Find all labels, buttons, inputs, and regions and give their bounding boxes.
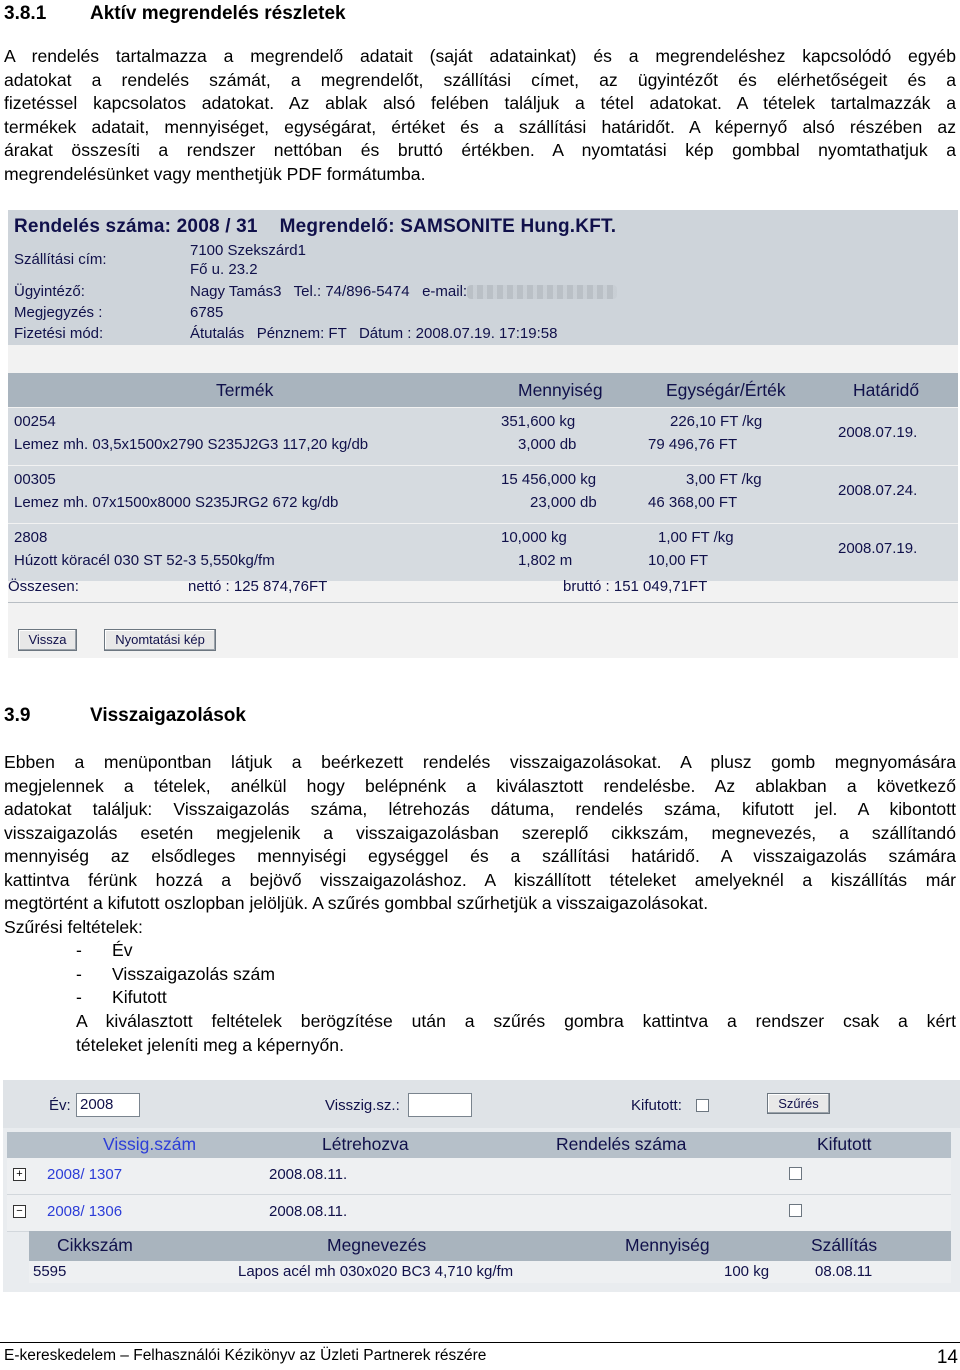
item-qty1: 15 456,000 kg: [501, 471, 597, 488]
net-total: nettó : 125 874,76FT: [188, 578, 328, 595]
item-price: 1,00 FT /kg: [658, 529, 734, 546]
redacted-email: [467, 285, 617, 299]
shipping-address-line2: Fő u. 23.2: [190, 261, 258, 278]
created-date: 2008.08.11.: [269, 1203, 348, 1220]
item-qty1: 351,600 kg: [501, 413, 576, 430]
order-header-panel: [8, 210, 958, 345]
item-value: 46 368,00 FT: [648, 494, 738, 511]
text-line: tételeket jeleníti meg a képernyőn.: [76, 1034, 344, 1055]
text-line: megjelennek a tételek, anélkül hogy belépnénk a kiválasztott rendelésbe. Az ablakban a következő: [4, 775, 956, 796]
text-line: fizetéssel kapcsolatos adatokat. Az ablak alsó felében találjuk a tétel adatokat. A tételek tartalmazzák a: [4, 93, 956, 113]
table-row: [7, 1195, 951, 1232]
kifutott-label: Kifutott:: [631, 1097, 682, 1114]
kifutott-flag-checkbox[interactable]: [789, 1204, 802, 1217]
note-value: 6785: [190, 304, 224, 321]
section-title: Aktív megrendelés részletek: [90, 3, 346, 24]
col-header-created: Létrehozva: [322, 1134, 409, 1154]
section-title: Visszaigazolások: [90, 705, 246, 726]
item-qty2: 1,802 m: [518, 552, 573, 569]
shipping-address-line1: 7100 Szekszárd1: [190, 242, 306, 259]
item-deadline: 2008.07.24.: [838, 482, 918, 499]
year-input[interactable]: 2008: [76, 1093, 140, 1117]
col-header-confirmation-number[interactable]: Vissig.szám: [103, 1134, 197, 1154]
item-deadline: 2008.07.19.: [838, 540, 918, 557]
print-preview-button[interactable]: Nyomtatási kép: [104, 629, 216, 651]
payment-value: Átutalás Pénznem: FT Dátum : 2008.07.19. 17:19:58: [190, 325, 558, 342]
order-title: Rendelés száma: 2008 / 31 Megrendelő: SAMSONITE Hung.KFT.: [14, 216, 617, 237]
list-bullet: -: [76, 940, 82, 960]
items-header-row: [8, 373, 958, 407]
kifutott-checkbox[interactable]: [696, 1099, 709, 1112]
expand-icon[interactable]: +: [13, 1168, 26, 1181]
filter-button[interactable]: Szűrés: [767, 1093, 830, 1114]
col-header-kifutott: Kifutott: [817, 1134, 872, 1154]
text-line: visszaigazolás esetén megjelenik a visszaigazolásban szereplő cikkszám, megnevezés, a szállítandó: [4, 822, 956, 843]
filters-title: Szűrési feltételek:: [4, 916, 143, 937]
item-value: 79 496,76 FT: [648, 436, 738, 453]
sub-item-name: Lapos acél mh 030x020 BC3 4,710 kg/fm: [238, 1263, 514, 1280]
filter-item-label: Visszaigazolás szám: [112, 963, 275, 984]
text-line: árakat összesíti a rendszer nettóban és bruttó értékben. A nyomtatási kép gombbal nyomtathatjuk a: [4, 140, 956, 160]
kifutott-flag-checkbox[interactable]: [789, 1167, 802, 1180]
item-name: Húzott köracél 030 ST 52-3 5,550kg/fm: [14, 552, 275, 569]
item-code: 2808: [14, 529, 48, 546]
filter-item-label: Év: [112, 940, 133, 960]
text-line: termékek adatait, mennyiséget, egységárat, értéket és a szállítási határidőt. A képernyő alsó részében az: [4, 116, 956, 137]
col-header-item-code: Cikkszám: [57, 1235, 133, 1255]
col-header-quantity: Mennyiség: [518, 380, 603, 400]
intro-paragraph: [4, 45, 956, 186]
filter-list-item: [76, 939, 275, 963]
confirmations-paragraph: [4, 751, 956, 939]
item-qty2: 3,000 db: [518, 436, 577, 453]
confirmation-number-input[interactable]: [408, 1093, 472, 1117]
filter-list: [76, 939, 275, 1010]
footer-divider: [0, 1342, 960, 1343]
item-qty2: 23,000 db: [530, 494, 597, 511]
text-line: megrendelésünket vagy menthetjük PDF formátumba.: [4, 163, 426, 184]
item-name: Lemez mh. 07x1500x8000 S235JRG2 672 kg/db: [14, 494, 339, 511]
text-line: megtörtént a kifutott oszlopban jelöljük. A szűrés gombbal szűrhetjük a visszaigazolásokat.: [4, 893, 709, 913]
filter-list-item: [76, 963, 275, 987]
gross-total: bruttó : 151 049,71FT: [563, 578, 708, 595]
sub-item-code: 5595: [33, 1263, 67, 1280]
sub-item-shipping: 08.08.11: [815, 1263, 873, 1280]
text-line: mennyiség az elsődleges mennyiségi egységgel és a szállítási határidő. A visszaigazolás számára: [4, 846, 956, 866]
section-heading: [4, 705, 246, 727]
text-line: adatokat a rendelés számát, a megrendelőt, szállítási címet, az ügyintézőt és elérhetőségeit és a: [4, 69, 956, 90]
section-number: 3.9: [4, 705, 31, 726]
divider: [8, 602, 958, 603]
shipping-address-label: Szállítási cím:: [14, 251, 107, 268]
col-header-shipping: Szállítás: [811, 1235, 878, 1255]
item-price: 3,00 FT /kg: [686, 471, 762, 488]
section-number: 3.8.1: [4, 3, 47, 24]
list-bullet: -: [76, 987, 82, 1007]
item-row: [8, 524, 958, 582]
note-label: Megjegyzés :: [14, 304, 103, 321]
closing-paragraph: [76, 1010, 956, 1057]
col-header-item-name: Megnevezés: [327, 1235, 427, 1255]
sub-item-quantity: 100 kg: [724, 1263, 770, 1280]
payment-label: Fizetési mód:: [14, 325, 104, 342]
text-line: A rendelés tartalmazza a megrendelő adatait (saját adatainkat) és a megrendeléshez kapcsolódó egyéb: [4, 46, 956, 66]
item-qty1: 10,000 kg: [501, 529, 567, 546]
col-header-deadline: Határidő: [853, 380, 920, 400]
totals-label: Összesen:: [8, 578, 79, 595]
text-line: kattintva férünk hozzá a bejövő visszaigazoláshoz. A kiszállított tételeket amelyeknél a kiszállítás már: [4, 869, 956, 890]
confirmation-number-label: Visszig.sz.:: [325, 1097, 400, 1114]
item-row: [29, 1261, 951, 1283]
footer-text: E-kereskedelem – Felhasználói Kézikönyv az Üzleti Partnerek részére: [4, 1347, 487, 1364]
item-code: 00305: [14, 471, 56, 488]
agent-label: Ügyintéző:: [14, 283, 85, 300]
item-price: 226,10 FT /kg: [670, 413, 763, 430]
created-date: 2008.08.11.: [269, 1166, 348, 1183]
item-row: [8, 408, 958, 466]
list-bullet: -: [76, 963, 82, 984]
confirmations-header-row: [7, 1132, 951, 1158]
filter-item-label: Kifutott: [112, 987, 167, 1007]
year-label: Év:: [49, 1097, 71, 1114]
confirmation-number-link[interactable]: 2008/ 1306: [47, 1203, 123, 1220]
collapse-icon[interactable]: −: [13, 1205, 26, 1218]
agent-value-row: [190, 283, 617, 300]
filter-bar: [3, 1080, 960, 1128]
page-number: 14: [936, 1347, 958, 1368]
item-name: Lemez mh. 03,5x1500x2790 S235J2G3 117,20 kg/db: [14, 436, 369, 453]
order-details-screenshot: [8, 210, 958, 658]
text-line: Ebben a menüpontban látjuk a beérkezett rendelés visszaigazolásokat. A plusz gomb megnyomására: [4, 752, 956, 772]
items-subheader-row: [29, 1231, 951, 1261]
filter-list-item: [76, 986, 275, 1010]
item-value: 10,00 FT: [648, 552, 709, 569]
agent-value: Nagy Tamás3 Tel.: 74/896-5474 e-mail:: [190, 283, 468, 300]
text-line: A kiválasztott feltételek berögzítése után a szűrés gombra kattintva a rendszer csak a kért: [76, 1011, 956, 1031]
col-header-order-number: Rendelés száma: [556, 1134, 687, 1154]
text-line: adatokat találjuk: Visszaigazolás száma, létrehozás dátuma, rendelés száma, kifutott jel. A kibontott: [4, 799, 956, 819]
totals-row: [8, 578, 958, 598]
col-header-unit-price: Egységár/Érték: [666, 380, 786, 400]
section-heading: [4, 3, 346, 25]
item-row: [8, 466, 958, 524]
item-deadline: 2008.07.19.: [838, 424, 918, 441]
confirmation-number-link[interactable]: 2008/ 1307: [47, 1166, 123, 1183]
table-row: [7, 1158, 951, 1195]
col-header-product: Termék: [216, 380, 274, 400]
item-code: 00254: [14, 413, 56, 430]
back-button[interactable]: Vissza: [18, 629, 77, 651]
col-header-item-quantity: Mennyiség: [625, 1235, 710, 1255]
confirmations-screenshot: [3, 1080, 960, 1292]
